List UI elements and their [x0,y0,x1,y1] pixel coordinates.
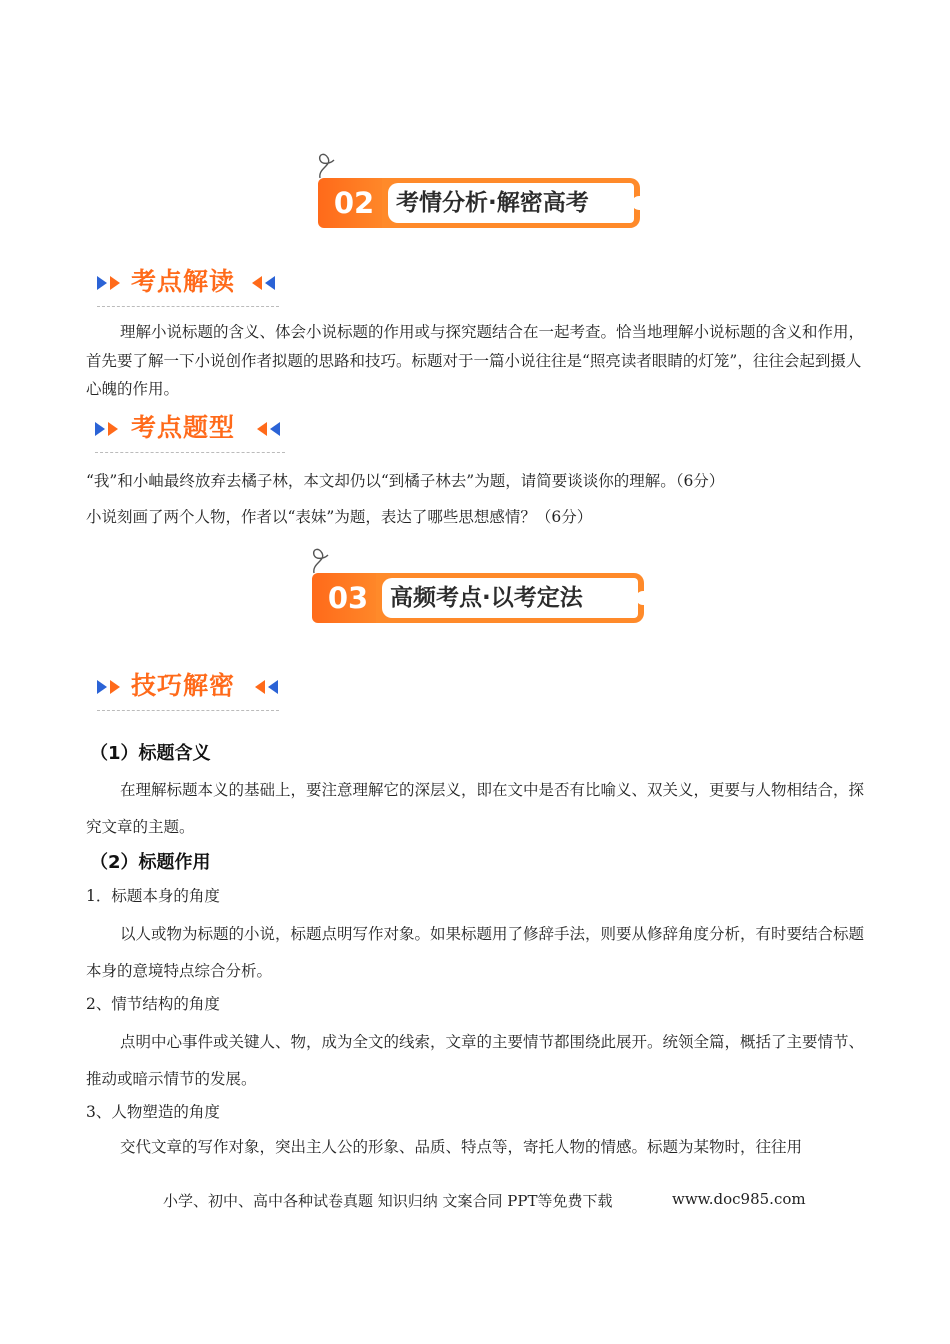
arrow-left-icon [252,276,278,290]
kaodian-jiedu-paragraph: 理解小说标题的含义、体会小说标题的作用或与探究题结合在一起考查。恰当地理解小说标题的含义和作用，首先要了解一下小说创作者拟题的思路和技巧。标题对于一篇小说往往是“照亮读者眼睛的灯笼”，往往会起到摄人心魄的作用。 [86,323,865,398]
arrow-left-icon [255,680,281,694]
arrow-left-icon [257,422,283,436]
point-2-title: 2、情节结构的角度 [86,995,220,1013]
question-2: 小说刻画了两个人物，作者以“表妹”为题，表达了哪些思想感情？（6分） [86,508,593,526]
arrow-right-icon [97,276,123,290]
section-number: 02 [318,178,390,228]
subheading-jiqiao-jiemi [97,666,287,710]
section-banner-02 [316,170,640,228]
subheading-label: 技巧解密 [131,671,236,700]
heading-title-meaning: （1）标题含义 [90,743,211,764]
section-title: 高频考点·以考定法 [390,585,583,611]
point-3-title: 3、人物塑造的角度 [86,1103,220,1121]
point-2-paragraph: 点明中心事件或关键人、物，成为全文的线索，文章的主要情节都围绕此展开。统领全篇，概括了主要情节、推动或暗示情节的发展。 [86,1033,865,1088]
arrow-right-icon [95,422,121,436]
footer-url[interactable]: www.doc985.com [672,1190,806,1208]
subheading-kaodian-tixing [95,408,285,452]
question-1: “我”和小岫最终放弃去橘子林，本文却仍以“到橘子林去”为题，请简要谈谈你的理解。（6分） [86,472,725,490]
title-meaning-paragraph: 在理解标题本义的基础上，要注意理解它的深层义，即在文中是否有比喻义、双关义，更要与人物相结合，探究文章的主题。 [86,781,865,836]
point-1-title: 1．标题本身的角度 [86,887,220,905]
footer-text: 小学、初中、高中各种试卷真题 知识归纳 文案合同 PPT等免费下载 [163,1192,613,1210]
point-3-paragraph: 交代文章的写作对象，突出主人公的形象、品质、特点等，寄托人物的情感。标题为某物时，往往用 [120,1138,803,1156]
subheading-kaodian-jiedu [97,262,287,306]
curl-decoration-icon [316,150,338,180]
subheading-label: 考点解读 [131,267,236,296]
arrow-right-icon [97,680,123,694]
curl-decoration-icon [310,545,332,575]
point-1-paragraph: 以人或物为标题的小说，标题点明写作对象。如果标题用了修辞手法，则要从修辞角度分析，有时要结合标题本身的意境特点综合分析。 [86,925,865,980]
section-number: 03 [312,573,384,623]
section-title: 考情分析·解密高考 [396,190,589,216]
heading-title-function: （2）标题作用 [90,852,211,873]
subheading-label: 考点题型 [131,413,236,442]
section-banner-03 [310,565,646,623]
